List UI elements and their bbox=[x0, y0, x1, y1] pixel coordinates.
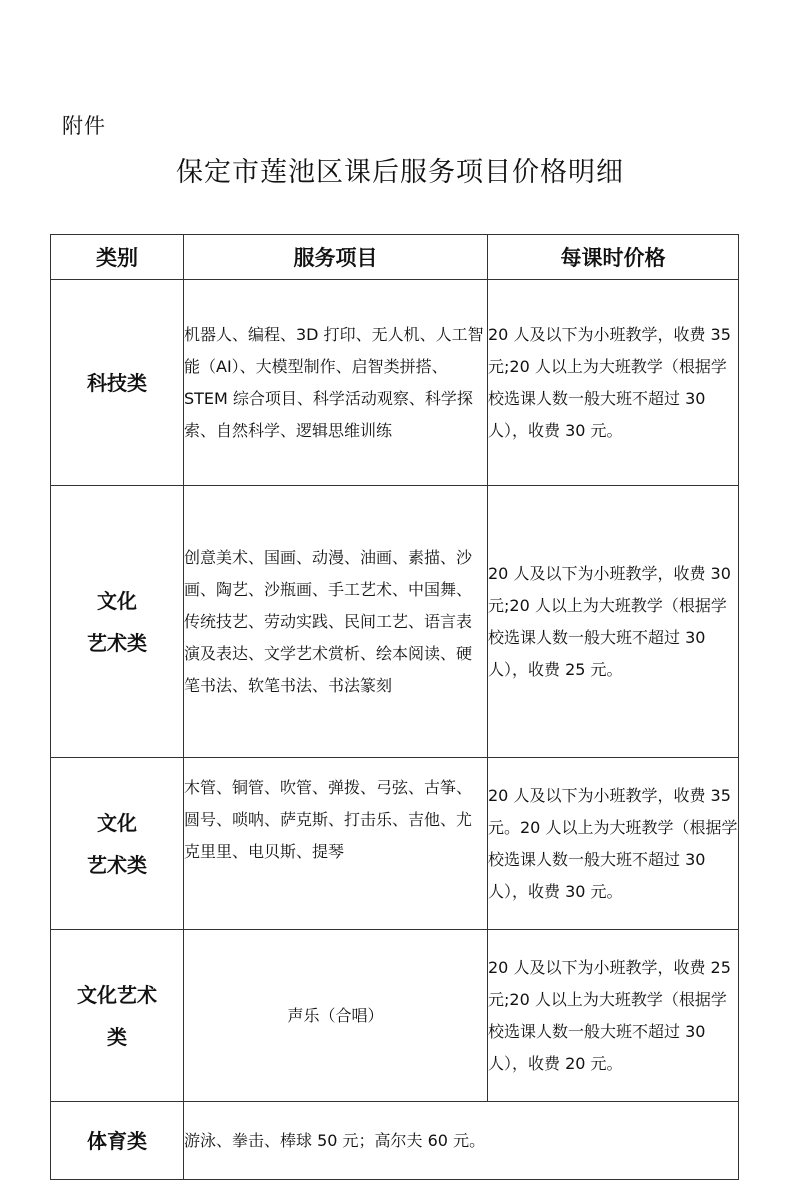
category-cell: 文化艺术 类 bbox=[51, 930, 184, 1102]
page-title: 保定市莲池区课后服务项目价格明细 bbox=[176, 157, 624, 188]
price-cell: 20 人及以下为小班教学，收费 30 元;20 人以上为大班教学（根据学校选课人数一般大班不超过 30 人），收费 25 元。 bbox=[488, 486, 739, 758]
service-items-cell: 游泳、拳击、棒球 50 元；高尔夫 60 元。 bbox=[184, 1102, 739, 1180]
price-cell: 20 人及以下为小班教学，收费 25 元;20 人以上为大班教学（根据学校选课人数一般大班不超过 30 人），收费 20 元。 bbox=[488, 930, 739, 1102]
service-items-cell: 创意美术、国画、动漫、油画、素描、沙画、陶艺、沙瓶画、手工艺术、中国舞、传统技艺、劳动实践、民间工艺、语言表演及表达、文学艺术赏析、绘本阅读、硬笔书法、软笔书法、书法篆刻 bbox=[184, 486, 488, 758]
table-row bbox=[51, 758, 739, 930]
price-cell: 20 人及以下为小班教学，收费 35 元。20 人以上为大班教学（根据学校选课人数一般大班不超过 30 人），收费 30 元。 bbox=[488, 758, 739, 930]
price-table bbox=[50, 234, 739, 1180]
category-cell: 科技类 bbox=[51, 280, 184, 486]
price-cell: 20 人及以下为小班教学，收费 35 元;20 人以上为大班教学（根据学校选课人数一般大班不超过 30 人），收费 30 元。 bbox=[488, 280, 739, 486]
table-header-row bbox=[51, 235, 739, 280]
table-row bbox=[51, 280, 739, 486]
header-category: 类别 bbox=[51, 235, 184, 280]
service-items-cell: 机器人、编程、3D 打印、无人机、人工智能（AI）、大模型制作、启智类拼搭、STEM 综合项目、科学活动观察、科学探索、自然科学、逻辑思维训练 bbox=[184, 280, 488, 486]
table-row bbox=[51, 930, 739, 1102]
table-row bbox=[51, 1102, 739, 1180]
category-cell: 体育类 bbox=[51, 1102, 184, 1180]
service-items-cell: 木管、铜管、吹管、弹拨、弓弦、古筝、圆号、唢呐、萨克斯、打击乐、吉他、尤克里里、电贝斯、提琴 bbox=[184, 758, 488, 930]
category-cell: 文化 艺术类 bbox=[51, 486, 184, 758]
category-cell: 文化 艺术类 bbox=[51, 758, 184, 930]
service-items-cell: 声乐（合唱） bbox=[184, 930, 488, 1102]
header-price-per-lesson: 每课时价格 bbox=[488, 235, 739, 280]
header-service-items: 服务项目 bbox=[184, 235, 488, 280]
attachment-label: 附件 bbox=[62, 114, 106, 138]
table-row bbox=[51, 486, 739, 758]
